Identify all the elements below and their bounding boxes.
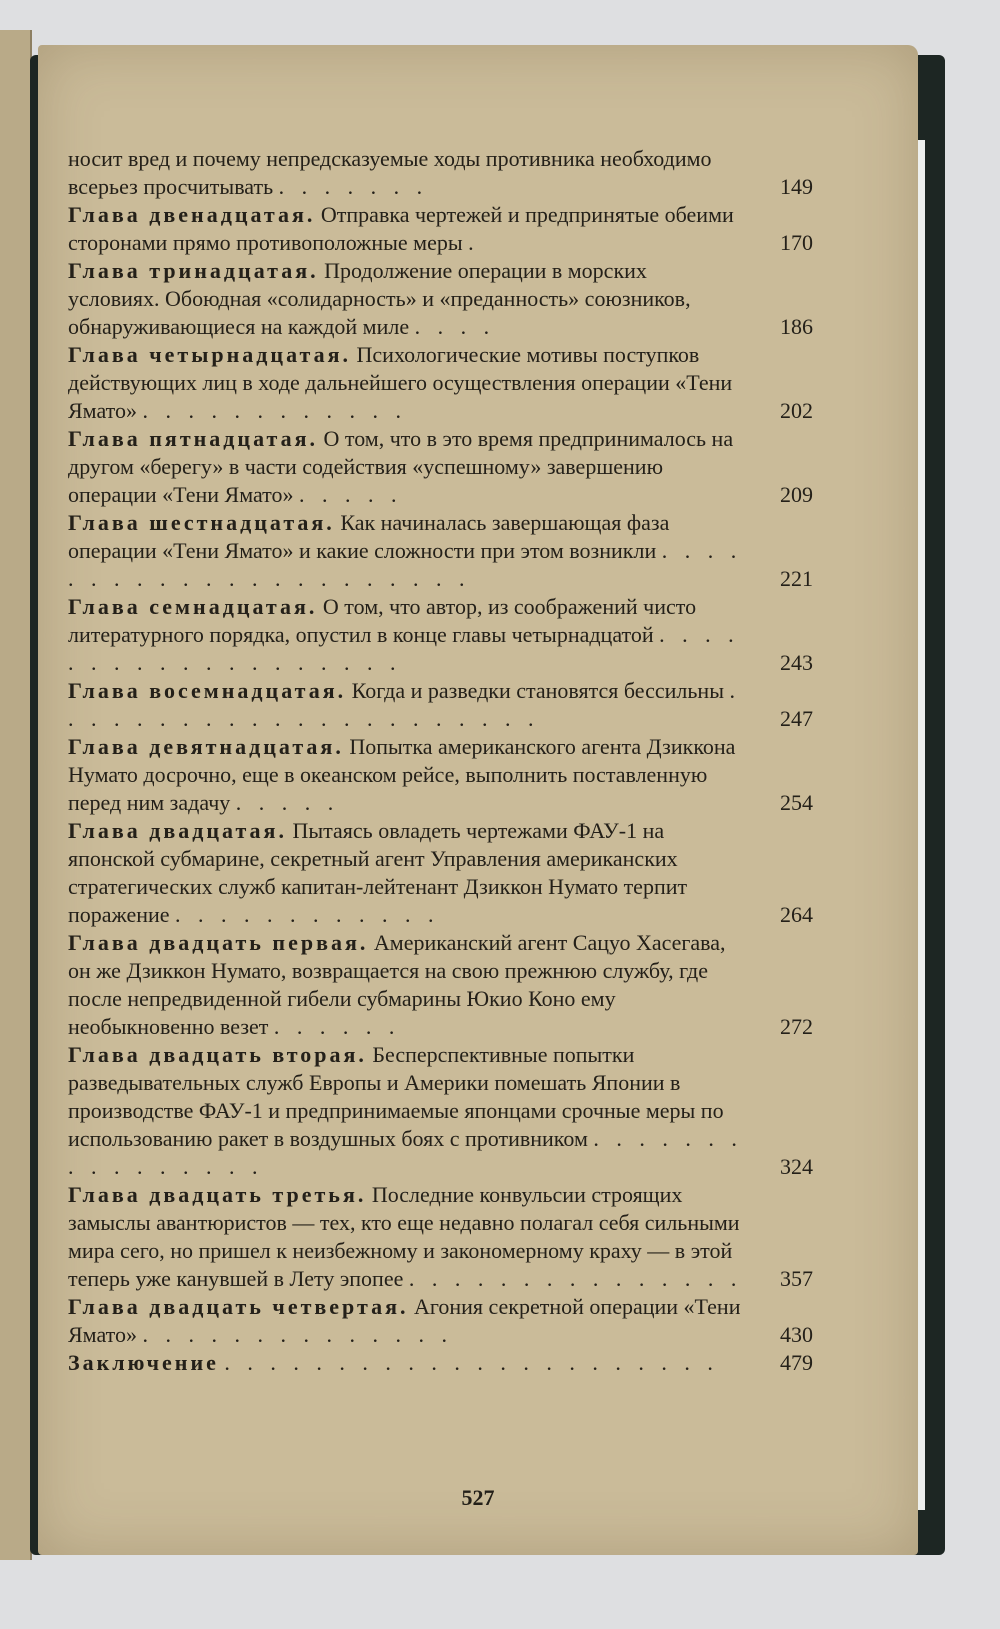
leader-dots: . . . . .	[235, 790, 340, 815]
chapter-description: Последние конвульсии строящих замыслы авантюристов — тех, кто еще недавно полагал себя сильными мира сего, но пришел к неизбежному и закономерному краху — в этой теперь уже канувшей в Лету эпопее	[68, 1182, 740, 1291]
chapter-label: Глава пятнадцатая.	[68, 426, 319, 451]
leader-dots: .	[468, 230, 480, 255]
toc-page-number: 254	[780, 790, 813, 815]
leader-dots: . . . . . . . . . . . . . . . . . . . . . .	[68, 678, 741, 731]
toc-entry-title	[68, 341, 753, 425]
chapter-label: Глава семнадцатая.	[68, 594, 318, 619]
toc-entry-title	[68, 733, 753, 817]
chapter-label: Глава двенадцатая.	[68, 202, 316, 227]
leader-dots: . . . . . . . . . . . . . . . . . . . . . .	[68, 538, 743, 591]
toc-entry	[68, 733, 813, 817]
chapter-description: О том, что в это время предпринималось на другом «берегу» в части содействия «успешному» завершению операции «Тени Ямато»	[68, 426, 734, 507]
leader-dots: . . . . .	[299, 482, 403, 507]
chapter-description: Попытка американского агента Дзиккона Нумато досрочно, еще в океанском рейсе, выполнить поставленную перед ним задачу	[68, 734, 736, 815]
leader-dots: . . . . . . . . . . . . . . . . . . .	[68, 622, 740, 675]
table-of-contents	[68, 145, 813, 1377]
chapter-label: Глава двадцать четвертая.	[68, 1294, 409, 1319]
chapter-description: Отправка чертежей и предпринятые обеими сторонами прямо противоположные меры	[68, 202, 734, 255]
toc-entry-title	[68, 1041, 753, 1181]
toc-entry	[68, 145, 813, 201]
chapter-description: Продолжение операции в морских условиях. Обоюдная «солидарность» и «преданность» союзников, обнаруживающиеся на каждой миле	[68, 258, 691, 339]
leader-dots: . . . .	[414, 314, 496, 339]
toc-page-number: 170	[780, 230, 813, 255]
toc-entry	[68, 929, 813, 1041]
chapter-description: Агония секретной операции «Тени Ямато»	[68, 1294, 741, 1347]
toc-page-number: 209	[780, 482, 813, 507]
toc-entry	[68, 1181, 813, 1293]
toc-page-number: 186	[780, 314, 813, 339]
toc-page-number: 221	[780, 566, 813, 591]
leader-dots: . . . . . . . . . . . . . .	[142, 1322, 453, 1347]
toc-page-number: 202	[780, 398, 813, 423]
leader-dots: . . . . . . . . . . . .	[142, 398, 407, 423]
leader-dots: . . . . . . .	[278, 174, 429, 199]
chapter-label: Глава восемнадцатая.	[68, 678, 347, 703]
toc-page-number: 357	[780, 1266, 813, 1291]
toc-page-number: 243	[780, 650, 813, 675]
toc-page-number: 264	[780, 902, 813, 927]
toc-page-number: 479	[780, 1350, 813, 1375]
toc-entry-title	[68, 817, 753, 929]
toc-entry-title	[68, 425, 753, 509]
chapter-label: Глава четырнадцатая.	[68, 342, 352, 367]
chapter-label: Глава девятнадцатая.	[68, 734, 344, 759]
toc-entry-title	[68, 257, 753, 341]
chapter-description: носит вред и почему непредсказуемые ходы противника необходимо всерьез просчитывать	[68, 146, 712, 199]
toc-entry-title	[68, 593, 753, 677]
chapter-label: Глава двадцатая.	[68, 818, 287, 843]
toc-entry	[68, 341, 813, 425]
toc-page-number: 149	[780, 174, 813, 199]
facing-page-edge	[0, 30, 32, 1560]
toc-entry	[68, 425, 813, 509]
toc-page-number: 430	[780, 1322, 813, 1347]
toc-entry	[68, 1349, 813, 1377]
leader-dots: . . . . . . . . . . . . . . . . . . . . . .	[224, 1350, 719, 1375]
toc-page-number: 272	[780, 1014, 813, 1039]
toc-entry	[68, 201, 813, 257]
toc-entry-title	[68, 201, 753, 257]
chapter-label: Заключение	[68, 1350, 219, 1375]
chapter-description: Пытаясь овладеть чертежами ФАУ-1 на японской субмарине, секретный агент Управления американских стратегических служб капитан-лейтенант Дзиккон Нумато терпит поражение	[68, 818, 688, 927]
toc-entry-title	[68, 1293, 753, 1349]
toc-page-number: 247	[780, 706, 813, 731]
toc-entry-title	[68, 929, 753, 1041]
toc-page-number: 324	[780, 1154, 813, 1179]
chapter-description: Как начиналась завершающая фаза операции «Тени Ямато» и какие сложности при этом возникли	[68, 510, 670, 563]
chapter-label: Глава шестнадцатая.	[68, 510, 335, 535]
leader-dots: . . . . . .	[273, 1014, 401, 1039]
toc-entry	[68, 1293, 813, 1349]
chapter-label: Глава тринадцатая.	[68, 258, 319, 283]
toc-entry-title	[68, 509, 753, 593]
chapter-label: Глава двадцать первая.	[68, 930, 369, 955]
chapter-label: Глава двадцать третья.	[68, 1182, 367, 1207]
toc-entry-title	[68, 1349, 753, 1377]
leader-dots: . . . . . . . . . . . .	[175, 902, 440, 927]
chapter-description: Бесперспективные попытки разведывательных служб Европы и Америки помешать Японии в производстве ФАУ-1 и предпринимаемые японцами срочные меры по использованию ракет в воздушных боях с противником	[68, 1042, 724, 1151]
leader-dots: . . . . . . . . . . . . . . .	[408, 1266, 743, 1291]
toc-entry-title	[68, 677, 753, 733]
leader-dots: . . . . . . . . . . . . . . . .	[68, 1126, 743, 1179]
toc-entry	[68, 257, 813, 341]
chapter-description: О том, что автор, из соображений чисто литературного порядка, опустил в конце главы четырнадцатой	[68, 594, 697, 647]
toc-entry	[68, 509, 813, 593]
toc-entry	[68, 1041, 813, 1181]
chapter-description: Американский агент Сацуо Хасегава, он же Дзиккон Нумато, возвращается на свою прежнюю службу, где после непредвиденной гибели субмарины Юкио Коно ему необыкновенно везет	[68, 930, 726, 1039]
chapter-description: Психологические мотивы поступков действующих лиц в ходе дальнейшего осуществления операции «Тени Ямато»	[68, 342, 733, 423]
chapter-label: Глава двадцать вторая.	[68, 1042, 367, 1067]
toc-entry	[68, 677, 813, 733]
chapter-description: Когда и разведки становятся бессильны	[351, 678, 724, 703]
toc-entry	[68, 817, 813, 929]
toc-entry	[68, 593, 813, 677]
toc-entry-title	[68, 1181, 753, 1293]
page-number: 527	[461, 1485, 495, 1510]
toc-entry-title	[68, 145, 753, 201]
book-page	[38, 45, 918, 1555]
